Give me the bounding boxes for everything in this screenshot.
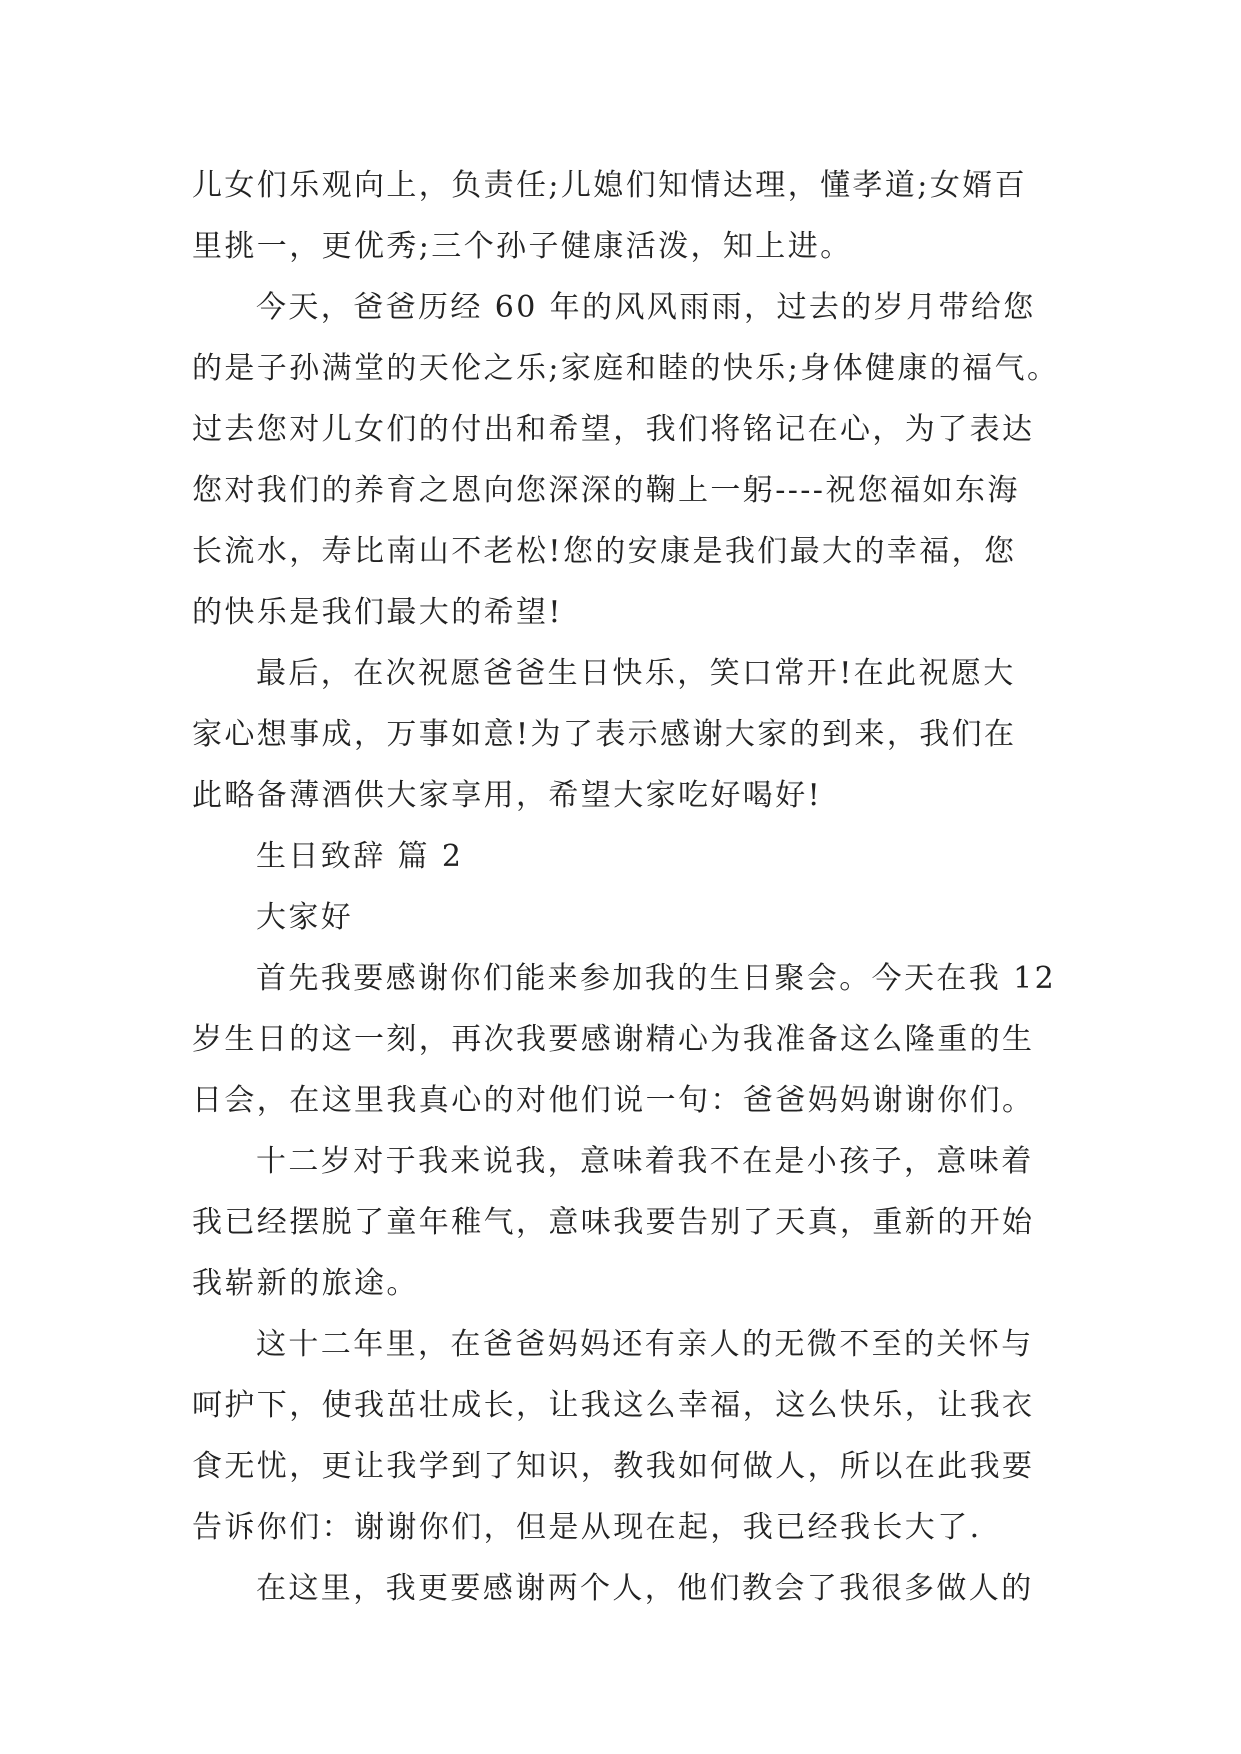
text-line: 家心想事成，万事如意!为了表示感谢大家的到来，我们在 [192,717,1017,752]
text-line: 呵护下，使我茁壮成长，让我这么幸福，这么快乐，让我衣 [192,1388,1035,1423]
text-line: 我已经摆脱了童年稚气，意味我要告别了天真，重新的开始 [192,1205,1035,1240]
greeting-line: 大家好 [256,900,354,935]
text-line: 食无忧，更让我学到了知识，教我如何做人，所以在此我要 [192,1449,1035,1484]
text-line: 长流水，寿比南山不老松!您的安康是我们最大的幸福，您 [192,534,1017,569]
text-line: 十二岁对于我来说我，意味着我不在是小孩子，意味着 [256,1144,1034,1179]
text-line: 首先我要感谢你们能来参加我的生日聚会。今天在我 12 [256,961,1057,996]
text-line: 的是子孙满堂的天伦之乐;家庭和睦的快乐;身体健康的福气。 [192,351,1060,386]
text-line: 岁生日的这一刻，再次我要感谢精心为我准备这么隆重的生 [192,1022,1035,1057]
section-heading: 生日致辞 篇 2 [256,839,464,874]
document-body [192,155,1067,1619]
text-line: 这十二年里，在爸爸妈妈还有亲人的无微不至的关怀与 [256,1327,1034,1362]
text-line: 过去您对儿女们的付出和希望，我们将铭记在心，为了表达 [192,412,1035,447]
text-line: 您对我们的养育之恩向您深深的鞠上一躬----祝您福如东海 [192,473,1020,508]
text-line: 里挑一，更优秀;三个孙子健康活泼，知上进。 [192,229,853,264]
text-line: 此略备薄酒供大家享用，希望大家吃好喝好! [192,778,823,813]
text-line: 我崭新的旅途。 [192,1266,419,1301]
text-line: 儿女们乐观向上，负责任;儿媳们知情达理，懂孝道;女婿百 [192,168,1028,203]
text-line: 最后，在次祝愿爸爸生日快乐，笑口常开!在此祝愿大 [256,656,1016,691]
text-line: 在这里，我更要感谢两个人，他们教会了我很多做人的 [256,1571,1034,1606]
text-line: 的快乐是我们最大的希望! [192,595,563,630]
text-line: 日会，在这里我真心的对他们说一句：爸爸妈妈谢谢你们。 [192,1083,1035,1118]
text-line: 告诉你们：谢谢你们，但是从现在起，我已经我长大了. [192,1510,982,1545]
text-line: 今天，爸爸历经 60 年的风风雨雨，过去的岁月带给您 [256,290,1036,325]
